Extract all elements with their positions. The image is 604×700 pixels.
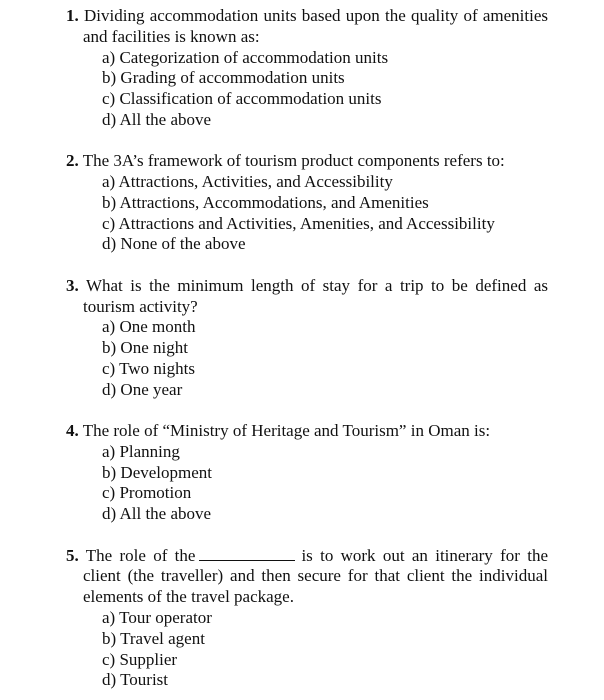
question-1-option-d[interactable]: d) All the above	[102, 109, 212, 129]
question-2-option-a[interactable]: a) Attractions, Activities, and Accessibility	[102, 172, 393, 192]
question-4-option-c[interactable]: c) Promotion	[102, 483, 192, 503]
question-5-option-c[interactable]: c) Supplier	[102, 649, 178, 669]
question-5-number: 5.	[66, 545, 79, 565]
question-3-text: What is the minimum length of stay for a trip to be defined as tourism activity?	[83, 275, 548, 316]
question-2-option-d[interactable]: d) None of the above	[102, 234, 246, 254]
question-5-option-b[interactable]: b) Travel agent	[102, 628, 205, 648]
question-3-stem	[66, 276, 548, 318]
question-4-option-d[interactable]: d) All the above	[102, 504, 212, 524]
question-3-number: 3.	[66, 275, 79, 295]
question-1-option-a[interactable]: a) Categorization of accommodation units	[102, 47, 389, 67]
question-5-stem	[66, 546, 548, 608]
question-4-options	[66, 442, 548, 525]
question-1-options	[66, 48, 548, 131]
question-3	[66, 276, 548, 401]
question-4-number: 4.	[66, 421, 79, 441]
question-5	[66, 546, 548, 692]
question-5-options	[66, 608, 548, 691]
question-4	[66, 421, 548, 525]
question-4-stem	[66, 421, 548, 442]
question-1-text: Dividing accommodation units based upon the quality of amenities and facilities is known as:	[83, 6, 549, 46]
question-3-option-a[interactable]: a) One month	[102, 317, 196, 337]
question-3-option-b[interactable]: b) One night	[102, 338, 188, 358]
question-2-option-b[interactable]: b) Attractions, Accommodations, and Amenities	[102, 192, 429, 212]
question-1-number: 1.	[66, 6, 79, 25]
question-1-option-b[interactable]: b) Grading of accommodation units	[102, 68, 345, 88]
question-5-text-before: The role of the	[85, 545, 196, 565]
question-1-stem	[66, 6, 548, 48]
question-2	[66, 151, 548, 255]
question-3-options	[66, 317, 548, 400]
question-4-option-a[interactable]: a) Planning	[102, 441, 180, 461]
question-1-option-c[interactable]: c) Classification of accommodation units	[102, 89, 382, 109]
question-4-option-b[interactable]: b) Development	[102, 462, 212, 482]
question-2-option-c[interactable]: c) Attractions and Activities, Amenities, and Accessibility	[102, 213, 495, 233]
question-2-number: 2.	[66, 151, 79, 171]
question-4-text: The role of “Ministry of Heritage and Tourism” in Oman is:	[82, 421, 491, 441]
question-2-options	[66, 172, 548, 255]
question-3-option-d[interactable]: d) One year	[102, 379, 183, 399]
question-5-option-a[interactable]: a) Tour operator	[102, 607, 212, 627]
question-5-text-after: is to work out an itinerary for the client (the traveller) and then secure for that client the individual elements of the travel package.	[83, 545, 548, 607]
question-1	[66, 6, 548, 131]
question-2-text: The 3A’s framework of tourism product components refers to:	[82, 151, 505, 171]
question-5-option-d[interactable]: d) Tourist	[102, 670, 169, 690]
fill-in-blank	[199, 546, 295, 561]
question-3-option-c[interactable]: c) Two nights	[102, 358, 195, 378]
question-2-stem	[66, 151, 548, 172]
